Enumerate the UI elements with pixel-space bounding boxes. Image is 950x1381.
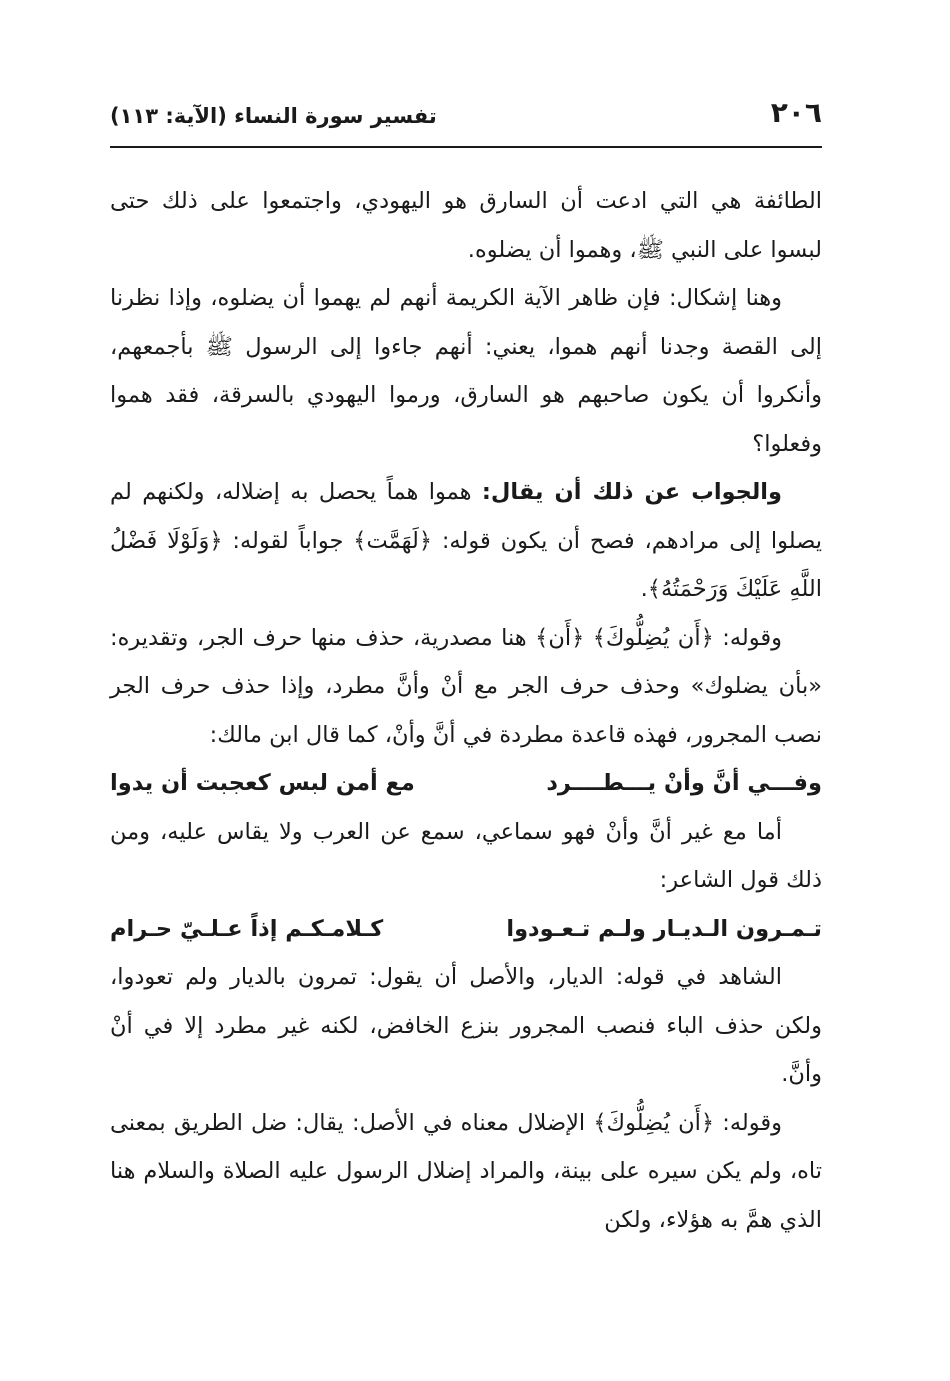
paragraph-6: الشاهد في قوله: الديار، والأصل أن يقول: تمرون بالديار ولم تعودوا، ولكن حذف الباء فنصب المجرور بنزع الخافض، لكنه غير مطرد إلا في أنْ وأنَّ. (110, 964, 822, 1087)
paragraph-3 (110, 468, 822, 614)
running-title: تفسير سورة النساء (الآية: ١١٣) (110, 104, 437, 128)
poetry-verse-2 (110, 905, 822, 954)
page-number: ٢٠٦ (770, 96, 822, 129)
verse-1-first-hemistich: وفـــي أنَّ وأنْ يـــطــــرد (546, 770, 822, 796)
paragraph-2: وهنا إشكال: فإن ظاهر الآية الكريمة أنهم لم يهموا أن يضلوه، وإذا نظرنا إلى القصة وجدنا أنهم هموا، يعني: أنهم جاءوا إلى الرسول ﷺ بأجمعهم، وأنكروا أن يكون صاحبهم هو السارق، ورموا اليهودي بالسرقة، فقد هموا وفعلوا؟ (110, 285, 822, 457)
answer-lead: والجواب عن ذلك أن يقال: (481, 479, 782, 505)
verse-1-second-hemistich: مع أمن لبس كعجبت أن يدوا (110, 770, 415, 796)
paragraph-7: وقوله: ﴿أَن يُضِلُّوكَ﴾ الإضلال معناه في الأصل: يقال: ضل الطريق بمعنى تاه، ولم يكن سيره على بينة، والمراد إضلال الرسول عليه الصلاة والسلام هنا الذي همَّ به هؤلاء، ولكن (110, 1109, 822, 1233)
answer-text: هموا هماً يحصل به إضلاله، ولكنهم لم يصلوا إلى مرادهم، فصح أن يكون قوله: ﴿لَهَمَّت﴾ جواباً لقوله: ﴿وَلَوْلَا فَضْلُ اللَّهِ عَلَيْكَ وَرَحْمَتُهُ﴾. (110, 479, 822, 602)
paragraph-1: الطائفة هي التي ادعت أن السارق هو اليهودي، واجتمعوا على ذلك حتى لبسوا على النبي ﷺ، وهموا أن يضلوه. (110, 188, 822, 263)
paragraph-4: وقوله: ﴿أَن يُضِلُّوكَ﴾ ﴿أَن﴾ هنا مصدرية، حذف منها حرف الجر، وتقديره: «بأن يضلوك» وحذف حرف الجر مع أنْ وأنَّ مطرد، وإذا حذف حرف الجر نصب المجرور، فهذه قاعدة مطردة في أنَّ وأنْ، كما قال ابن مالك: (110, 624, 822, 748)
verse-2-first-hemistich: تـمـرون الـديـار ولـم تـعـودوا (506, 915, 822, 942)
header-rule (110, 146, 822, 148)
verse-2-second-hemistich: كـلامـكـم إذاً عـلـيّ حـرام (110, 915, 384, 942)
paragraph-5: أما مع غير أنَّ وأنْ فهو سماعي، سمع عن العرب ولا يقاس عليه، ومن ذلك قول الشاعر: (110, 818, 822, 893)
page-header (110, 92, 822, 138)
body-text (110, 177, 822, 1244)
poetry-verse-1 (110, 759, 822, 808)
